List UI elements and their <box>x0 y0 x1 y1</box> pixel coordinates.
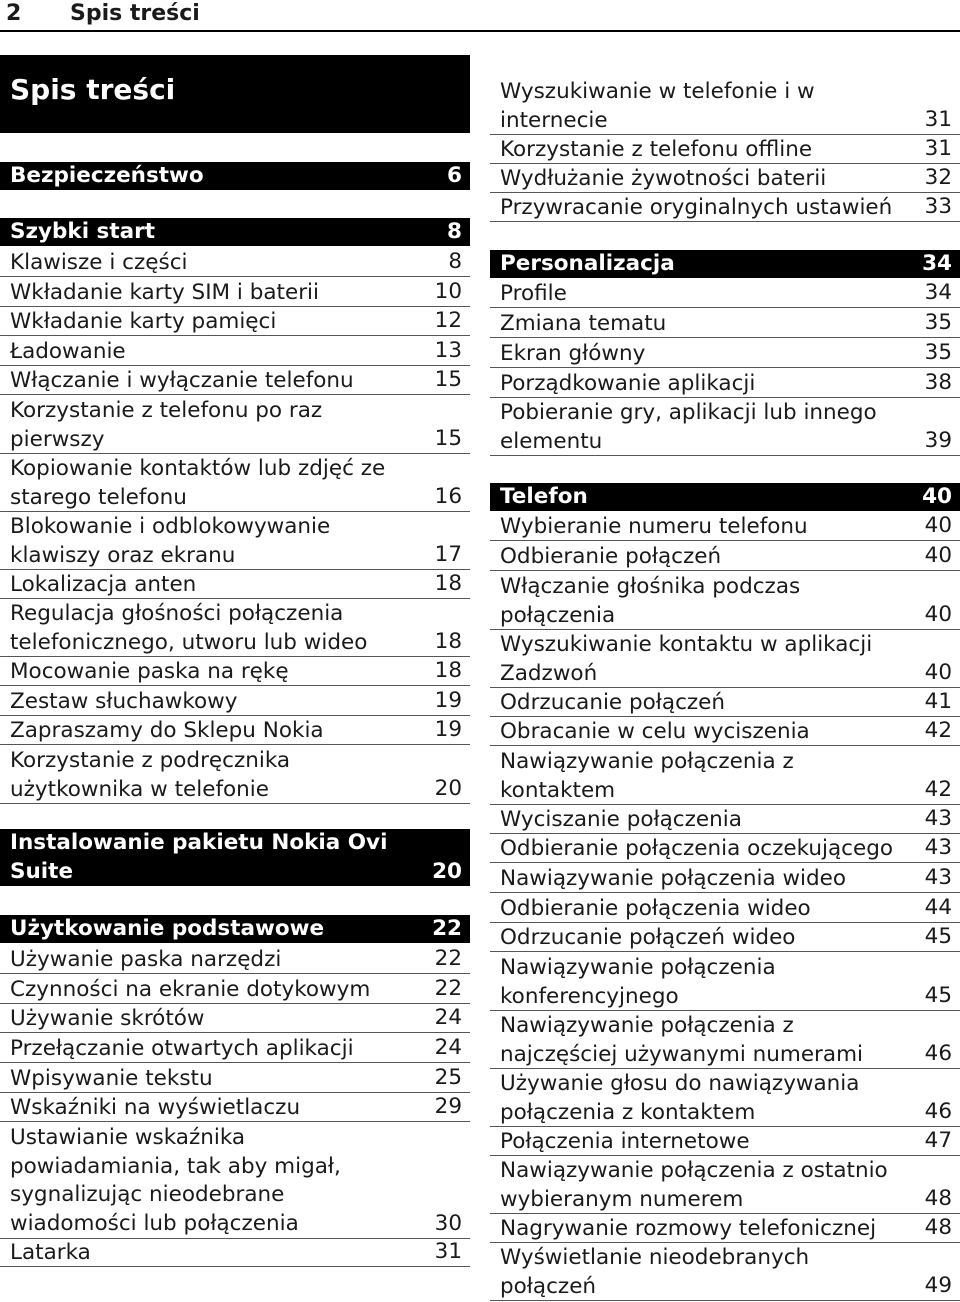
toc-section-telefon[interactable] <box>490 483 960 511</box>
toc-entry-title: Zapraszamy do Sklepu Nokia <box>10 718 324 743</box>
toc-entry-używanie-skrótów[interactable] <box>0 1005 470 1033</box>
toc-entry-title: Użytkowanie podstawowe <box>10 916 325 941</box>
toc-entry-nawiązywanie-połączenia-z-najczęściej-używanymi-numerami[interactable] <box>490 1012 960 1069</box>
toc-entry-page: 42 <box>924 776 952 802</box>
toc-entry-page: 43 <box>924 864 952 890</box>
toc-entry-wyświetlanie-nieodebranych-połączeń[interactable] <box>490 1244 960 1301</box>
toc-entry-page: 13 <box>434 337 462 363</box>
toc-entry-title: Wyświetlanie nieodebranych połączeń <box>500 1245 810 1299</box>
toc-entry-title: Korzystanie z telefonu offline <box>500 137 813 162</box>
toc-entry-page: 43 <box>924 805 952 831</box>
toc-section-szybki-start[interactable] <box>0 218 470 246</box>
toc-entry-wyszukiwanie-kontaktu-w-aplikacji-zadzwoń[interactable] <box>490 631 960 688</box>
toc-entry-title: Nawiązywanie połączenia wideo <box>500 866 847 891</box>
toc-entry-obracanie-w-celu-wyciszenia[interactable] <box>490 718 960 746</box>
toc-entry-page: 34 <box>922 250 952 276</box>
toc-entry-page: 30 <box>434 1210 462 1236</box>
toc-entry-title: Wkładanie karty SIM i baterii <box>10 280 319 305</box>
toc-entry-page: 17 <box>434 541 462 567</box>
toc-entry-wydłużanie-żywotności-baterii[interactable] <box>490 165 960 193</box>
toc-entry-title: Odrzucanie połączeń wideo <box>500 925 796 950</box>
toc-entry-kopiowanie-kontaktów-lub-zdjęć-ze-starego-telefonu[interactable] <box>0 455 470 512</box>
toc-entry-page: 41 <box>924 688 952 714</box>
toc-entry-page: 20 <box>432 858 462 884</box>
toc-entry-title: Kopiowanie kontaktów lub zdjęć ze starego telefonu <box>10 456 386 510</box>
toc-entry-klawisze-i-części[interactable] <box>0 249 470 277</box>
toc-entry-page: 39 <box>924 427 952 453</box>
toc-entry-nawiązywanie-połączenia-z-kontaktem[interactable] <box>490 748 960 805</box>
toc-entry-title: Wyszukiwanie kontaktu w aplikacji Zadzwoń <box>500 632 873 686</box>
toc-entry-title: Używanie paska narzędzi <box>10 947 282 972</box>
toc-entry-title: Porządkowanie aplikacji <box>500 371 756 396</box>
toc-section-instalowanie-pakietu-nokia-ovi-suite-na-komputerze[interactable] <box>0 829 470 912</box>
toc-entry-title: Wskaźniki na wyświetlaczu <box>10 1095 301 1120</box>
toc-entry-title: Nawiązywanie połączenia z najczęściej używanymi numerami <box>500 1013 863 1067</box>
toc-entry-title: Obracanie w celu wyciszenia <box>500 719 810 744</box>
toc-entry-page: 31 <box>924 106 952 132</box>
toc-entry-page: 31 <box>434 1238 462 1264</box>
toc-entry-title: Ustawianie wskaźnika powiadamiania, tak aby migał, sygnalizując nieodebrane wiadomości lub połączenia <box>10 1125 341 1236</box>
toc-entry-title: Przełączanie otwartych aplikacji <box>10 1036 354 1061</box>
toc-entry-page: 12 <box>434 307 462 333</box>
toc-entry-page: 48 <box>924 1185 952 1211</box>
toc-entry-title: Telefon <box>500 484 588 509</box>
toc-entry-title: Szybki start <box>10 219 156 244</box>
toc-entry-page: 42 <box>924 717 952 743</box>
toc-entry-page: 6 <box>447 162 462 188</box>
toc-entry-title: Regulacja głośności połączenia telefonicznego, utworu lub wideo <box>10 601 368 655</box>
toc-entry-blokowanie-i-odblokowywanie-klawiszy-oraz-ekranu[interactable] <box>0 513 470 570</box>
toc-entry-page: 16 <box>434 483 462 509</box>
toc-entry-latarka[interactable] <box>0 1239 470 1267</box>
toc-entry-page: 15 <box>434 425 462 451</box>
toc-entry-title: Przywracanie oryginalnych ustawień <box>500 195 893 220</box>
toc-section-bezpieczeństwo[interactable] <box>0 162 470 190</box>
toc-entry-title: Latarka <box>10 1240 91 1265</box>
toc-entry-profile[interactable] <box>490 280 960 308</box>
toc-entry-pobieranie-gry-aplikacji-lub-innego-elementu[interactable] <box>490 399 960 456</box>
toc-entry-ustawianie-wskaźnika-powiadamiania-tak-aby-migał-sygnalizując-nieodebrane-wiadomości-lub-połączenia[interactable] <box>0 1124 470 1239</box>
toc-entry-title: Pobieranie gry, aplikacji lub innego elementu <box>500 400 877 454</box>
toc-entry-page: 40 <box>922 483 952 509</box>
toc-entry-title: Włączanie i wyłączanie telefonu <box>10 368 354 393</box>
toc-entry-title: Odbieranie połączenia oczekującego <box>500 836 894 861</box>
toc-entry-title: Odrzucanie połączeń <box>500 690 726 715</box>
toc-entry-nawiązywanie-połączenia-z-ostatnio-wybieranym-numerem[interactable] <box>490 1157 960 1214</box>
toc-entry-title: Wkładanie karty pamięci <box>10 309 277 334</box>
toc-entry-włączanie-głośnika-podczas-połączenia[interactable] <box>490 573 960 630</box>
toc-entry-zmiana-tematu[interactable] <box>490 310 960 338</box>
toc-entry-title: Nawiązywanie połączenia z ostatnio wybieranym numerem <box>500 1158 888 1212</box>
toc-entry-używanie-głosu-do-nawiązywania-połączenia-z-kontaktem[interactable] <box>490 1070 960 1127</box>
toc-entry-title: Ładowanie <box>10 339 126 364</box>
toc-entry-mocowanie-paska-na-rękę[interactable] <box>0 658 470 686</box>
toc-entry-page: 19 <box>434 687 462 713</box>
toc-entry-title: Połączenia internetowe <box>500 1129 750 1154</box>
toc-entry-page: 22 <box>434 945 462 971</box>
toc-entry-page: 40 <box>924 659 952 685</box>
toc-entry-odrzucanie-połączeń-wideo[interactable] <box>490 924 960 952</box>
toc-entry-page: 46 <box>924 1040 952 1066</box>
toc-entry-page: 47 <box>924 1127 952 1153</box>
toc-entry-title: Blokowanie i odblokowywanie klawiszy oraz ekranu <box>10 514 331 568</box>
toc-entry-title: Odbieranie połączeń <box>500 544 722 569</box>
toc-entry-korzystanie-z-podręcznika-użytkownika-w-telefonie[interactable] <box>0 747 470 804</box>
toc-entry-przywracanie-oryginalnych-ustawień[interactable] <box>490 194 960 222</box>
toc-entry-odbieranie-połączeń[interactable] <box>490 543 960 571</box>
toc-entry-wkładanie-karty-pamięci[interactable] <box>0 308 470 336</box>
toc-entry-page: 10 <box>434 278 462 304</box>
toc-entry-porządkowanie-aplikacji[interactable] <box>490 370 960 398</box>
toc-entry-title: Profile <box>500 281 567 306</box>
toc-entry-wkładanie-karty-sim-i-baterii[interactable] <box>0 279 470 307</box>
toc-entry-page: 32 <box>924 164 952 190</box>
toc-entry-title: Korzystanie z telefonu po raz pierwszy <box>10 398 323 452</box>
toc-entry-regulacja-głośności-połączenia-telefonicznego-utworu-lub-wideo[interactable] <box>0 600 470 657</box>
toc-entry-page: 35 <box>924 309 952 335</box>
toc-section-personalizacja[interactable] <box>490 250 960 278</box>
toc-entry-page: 46 <box>924 1098 952 1124</box>
toc-entry-page: 24 <box>434 1004 462 1030</box>
toc-entry-odbieranie-połączenia-wideo[interactable] <box>490 895 960 923</box>
toc-entry-title: Nawiązywanie połączenia z kontaktem <box>500 749 794 803</box>
toc-entry-korzystanie-z-telefonu-offline[interactable] <box>490 136 960 164</box>
toc-entry-używanie-paska-narzędzi[interactable] <box>0 946 470 974</box>
toc-entry-page: 18 <box>434 570 462 596</box>
toc-entry-title: Wybieranie numeru telefonu <box>500 514 808 539</box>
page-header <box>0 0 960 32</box>
toc-section-użytkowanie-podstawowe[interactable] <box>0 915 470 943</box>
toc-entry-title: Personalizacja <box>500 251 675 276</box>
toc-entry-page: 40 <box>924 601 952 627</box>
toc-entry-title: Włączanie głośnika podczas połączenia <box>500 574 801 628</box>
running-header-title: Spis treści <box>70 1 200 26</box>
toc-entry-title: Zmiana tematu <box>500 311 667 336</box>
toc-entry-page: 18 <box>434 657 462 683</box>
toc-entry-page: 8 <box>448 248 462 274</box>
toc-entry-page: 45 <box>924 982 952 1008</box>
toc-entry-połączenia-internetowe[interactable] <box>490 1128 960 1156</box>
toc-entry-ładowanie[interactable] <box>0 338 470 366</box>
toc-entry-title: Nagrywanie rozmowy telefonicznej <box>500 1216 877 1241</box>
toc-entry-page: 38 <box>924 369 952 395</box>
toc-entry-zapraszamy-do-sklepu-nokia[interactable] <box>0 717 470 745</box>
toc-entry-page: 33 <box>924 193 952 219</box>
toc-entry-page: 40 <box>924 512 952 538</box>
toc-entry-title: Wydłużanie żywotności baterii <box>500 166 827 191</box>
toc-entry-page: 8 <box>447 218 462 244</box>
toc-entry-zestaw-słuchawkowy[interactable] <box>0 688 470 716</box>
toc-entry-title: Bezpieczeństwo <box>10 163 204 188</box>
toc-entry-page: 49 <box>924 1272 952 1298</box>
toc-entry-nawiązywanie-połączenia-wideo[interactable] <box>490 865 960 893</box>
toc-entry-title: Ekran główny <box>500 341 646 366</box>
toc-entry-nawiązywanie-połączenia-konferencyjnego[interactable] <box>490 954 960 1011</box>
toc-entry-odrzucanie-połączeń[interactable] <box>490 689 960 717</box>
toc-entry-wpisywanie-tekstu[interactable] <box>0 1065 470 1093</box>
toc-entry-ekran-główny[interactable] <box>490 340 960 368</box>
toc-entry-title: Używanie głosu do nawiązywania połączenia z kontaktem <box>500 1071 860 1125</box>
toc-entry-title: Odbieranie połączenia wideo <box>500 896 811 921</box>
toc-entry-title: Czynności na ekranie dotykowym <box>10 977 371 1002</box>
toc-entry-czynności-na-ekranie-dotykowym[interactable] <box>0 976 470 1004</box>
toc-entry-title: Wyciszanie połączenia <box>500 807 742 832</box>
toc-entry-page: 15 <box>434 366 462 392</box>
toc-entry-page: 18 <box>434 628 462 654</box>
toc-entry-page: 20 <box>434 775 462 801</box>
toc-entry-wyszukiwanie-w-telefonie-i-w-internecie[interactable] <box>490 78 960 135</box>
toc-entry-korzystanie-z-telefonu-po-raz-pierwszy[interactable] <box>0 397 470 454</box>
toc-entry-odbieranie-połączenia-oczekującego[interactable] <box>490 835 960 863</box>
toc-entry-page: 22 <box>434 975 462 1001</box>
toc-entry-page: 22 <box>432 915 462 941</box>
toc-entry-title: Wpisywanie tekstu <box>10 1066 213 1091</box>
toc-entry-title: Korzystanie z podręcznika użytkownika w telefonie <box>10 748 291 802</box>
toc-entry-page: 45 <box>924 923 952 949</box>
toc-entry-title: Używanie skrótów <box>10 1006 205 1031</box>
toc-entry-page: 35 <box>924 339 952 365</box>
toc-entry-page: 24 <box>434 1034 462 1060</box>
toc-entry-page: 43 <box>924 834 952 860</box>
toc-entry-title: Lokalizacja anten <box>10 572 197 597</box>
toc-entry-page: 44 <box>924 894 952 920</box>
toc-entry-title: Instalowanie pakietu Nokia Ovi Suite na komputerze <box>10 830 388 912</box>
toc-entry-title: Zestaw słuchawkowy <box>10 689 238 714</box>
toc-entry-wybieranie-numeru-telefonu[interactable] <box>490 513 960 541</box>
toc-entry-page: 25 <box>434 1064 462 1090</box>
toc-entry-title: Nawiązywanie połączenia konferencyjnego <box>500 955 776 1009</box>
toc-entry-lokalizacja-anten[interactable] <box>0 571 470 599</box>
toc-entry-włączanie-i-wyłączanie-telefonu[interactable] <box>0 367 470 395</box>
toc-entry-page: 31 <box>924 135 952 161</box>
page-number: 2 <box>6 1 22 26</box>
toc-entry-wskaźniki-na-wyświetlaczu[interactable] <box>0 1094 470 1122</box>
toc-title: Spis treści <box>10 73 176 106</box>
toc-entry-page: 48 <box>924 1214 952 1240</box>
toc-entry-title: Wyszukiwanie w telefonie i w internecie <box>500 79 815 133</box>
toc-entry-nagrywanie-rozmowy-telefonicznej[interactable] <box>490 1215 960 1243</box>
toc-title-box <box>0 55 470 133</box>
toc-entry-page: 34 <box>924 279 952 305</box>
toc-entry-wyciszanie-połączenia[interactable] <box>490 806 960 834</box>
toc-entry-title: Mocowanie paska na rękę <box>10 659 289 684</box>
toc-entry-przełączanie-otwartych-aplikacji[interactable] <box>0 1035 470 1063</box>
toc-entry-page: 40 <box>924 542 952 568</box>
toc-entry-page: 29 <box>434 1093 462 1119</box>
toc-entry-page: 19 <box>434 716 462 742</box>
toc-entry-title: Klawisze i części <box>10 250 188 275</box>
